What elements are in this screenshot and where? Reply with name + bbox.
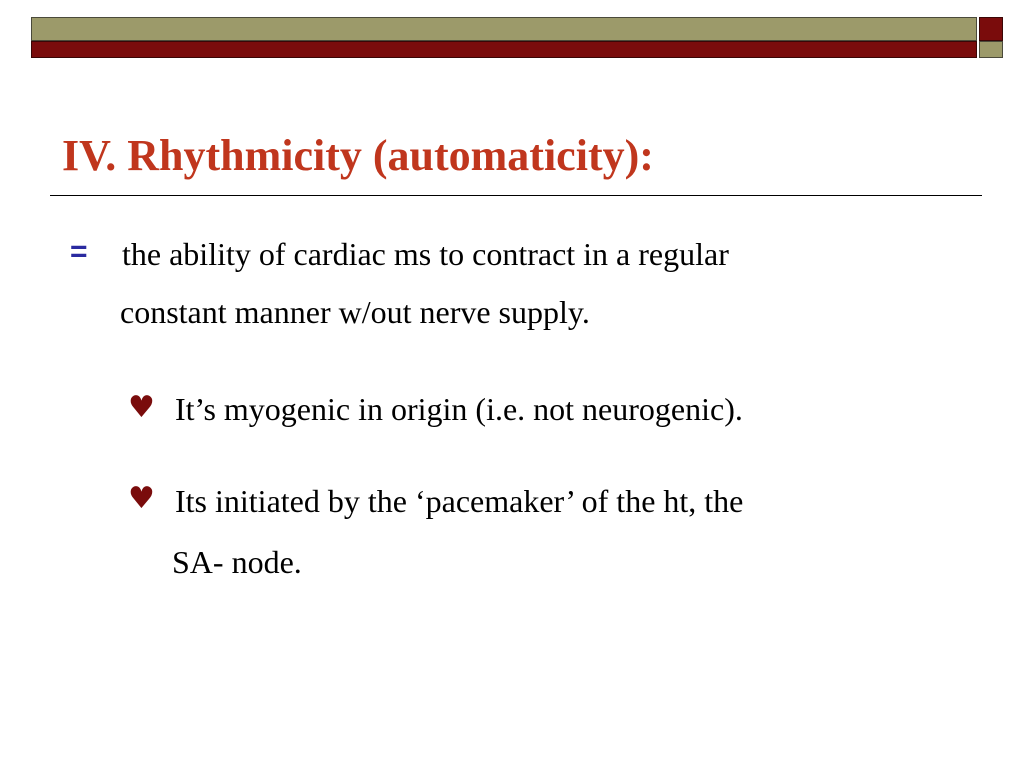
corner-square-maroon [979, 17, 1003, 41]
corner-square-olive [979, 41, 1003, 58]
sub-bullet-text-2-line-1: Its initiated by the ‘pacemaker’ of the ht, the [175, 483, 744, 519]
header-band-olive [31, 17, 977, 41]
sub-bullet-text-1: It’s myogenic in origin (i.e. not neurogenic). [175, 391, 743, 427]
heart-bullet-icon: ♥ [128, 481, 155, 516]
slide-title: IV. Rhythmicity (automaticity): [62, 131, 654, 180]
header-band-maroon [31, 41, 977, 58]
sub-bullet-text-2-line-2: SA- node. [172, 544, 302, 580]
equals-bullet-icon: = [70, 235, 88, 268]
heart-bullet-icon: ♥ [128, 390, 155, 425]
bullet-text-line-2: constant manner w/out nerve supply. [120, 294, 590, 330]
title-underline [50, 195, 982, 196]
bullet-text-line-1: the ability of cardiac ms to contract in a regular [122, 236, 729, 272]
